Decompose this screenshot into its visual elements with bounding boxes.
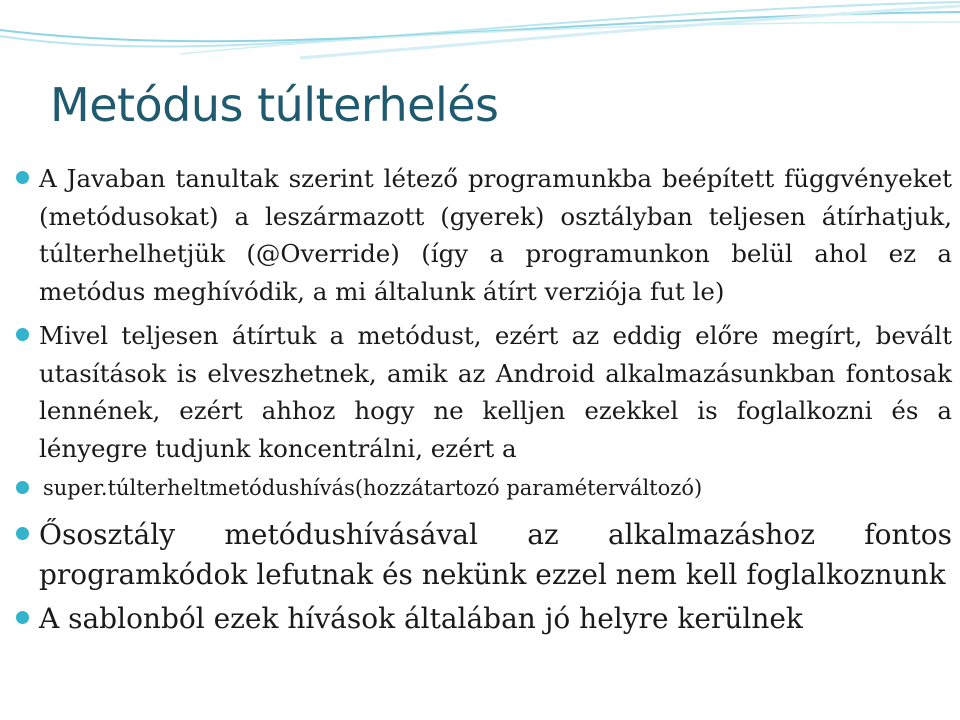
bullet-superclass-call: Ősosztály metódushívásával az alkalmazáshoz fontos programkódok lefutnak és nekünk ezzel nem kell foglalkoznunk	[8, 515, 952, 595]
bullet-template: A sablonból ezek hívások általában jó helyre kerülnek	[8, 599, 952, 639]
header-wave-decoration	[0, 0, 960, 80]
bullet-list	[8, 160, 952, 639]
bullet-super-call	[8, 471, 952, 505]
bullet-override: A Javaban tanultak szerint létező programunkba beépített függvényeket (metódusokat) a leszármazott (gyerek) osztályban teljesen átírhatjuk, túlterhelhetjük (@Override) (így a programunkon belül ahol ez a metódus meghívódik, a mi általunk átírt verziója fut le)	[8, 160, 952, 310]
slide-title: Metódus túlterhelés	[50, 78, 499, 132]
code-line: super.túlterheltmetódushívás(hozzátartozó paraméterváltozó)	[43, 476, 703, 500]
bullet-lost-instructions: Mivel teljesen átírtuk a metódust, ezért az eddig előre megírt, bevált utasítások is elveszhetnek, amik az Android alkalmazásunkban fontosak lennének, ezért ahhoz hogy ne kelljen ezekkel is foglalkozni és a lényegre tudjunk koncentrálni, ezért a	[8, 317, 952, 467]
